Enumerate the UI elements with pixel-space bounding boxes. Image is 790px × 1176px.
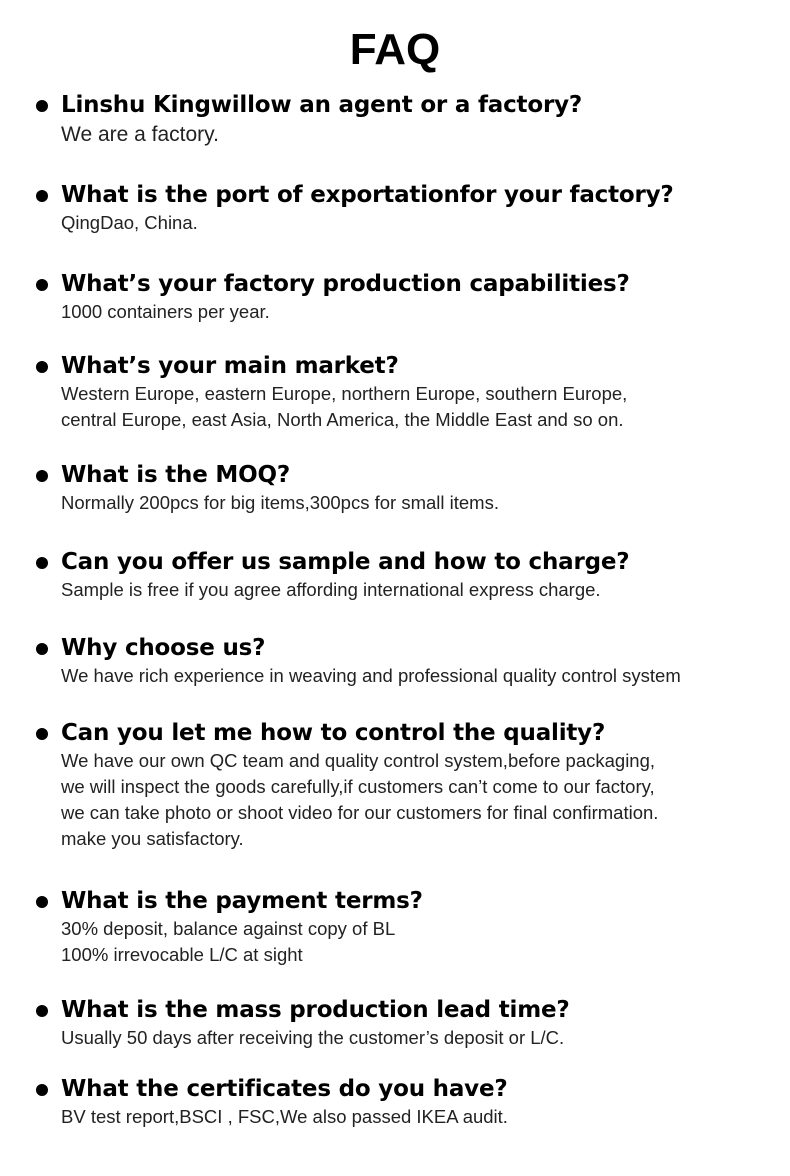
- faq-item: [36, 90, 776, 150]
- bullet-icon: [36, 361, 48, 373]
- faq-question-text: What is the port of exportationfor your factory?: [61, 182, 674, 208]
- faq-question-text: What is the mass production lead time?: [61, 997, 570, 1023]
- faq-answer-line: central Europe, east Asia, North America, the Middle East and so on.: [61, 409, 624, 430]
- faq-question: [36, 718, 776, 748]
- faq-question: [36, 995, 776, 1025]
- faq-item: [36, 547, 776, 603]
- faq-item: [36, 995, 776, 1051]
- faq-answer-line: We have rich experience in weaving and professional quality control system: [61, 665, 681, 686]
- faq-answer-line: We are a factory.: [61, 123, 219, 146]
- bullet-icon: [36, 470, 48, 482]
- faq-question: [36, 460, 776, 490]
- faq-question-text: Why choose us?: [61, 635, 266, 661]
- bullet-icon: [36, 728, 48, 740]
- page-title: FAQ: [349, 25, 441, 74]
- faq-question: [36, 886, 776, 916]
- faq-answer-line: We have our own QC team and quality control system,before packaging,: [61, 750, 656, 771]
- faq-question-text: What’s your main market?: [61, 353, 399, 379]
- faq-item: [36, 633, 776, 689]
- faq-question: [36, 269, 776, 299]
- bullet-icon: [36, 190, 48, 202]
- faq-question-text: Can you offer us sample and how to charge?: [61, 549, 630, 575]
- faq-answer-line: QingDao, China.: [61, 212, 198, 233]
- faq-question: [36, 1074, 776, 1104]
- bullet-icon: [36, 279, 48, 291]
- faq-item: [36, 351, 776, 433]
- faq-question-text: What is the payment terms?: [61, 888, 423, 914]
- faq-question: [36, 547, 776, 577]
- faq-answer-line: Western Europe, eastern Europe, northern Europe, southern Europe,: [61, 383, 628, 404]
- faq-item: [36, 886, 776, 968]
- bullet-icon: [36, 643, 48, 655]
- faq-item: [36, 180, 776, 236]
- bullet-icon: [36, 557, 48, 569]
- faq-answer-line: make you satisfactory.: [61, 828, 244, 849]
- faq-item: [36, 718, 776, 852]
- faq-answer-line: Usually 50 days after receiving the customer’s deposit or L/C.: [61, 1027, 565, 1048]
- faq-question: [36, 90, 776, 120]
- faq-answer-line: Normally 200pcs for big items,300pcs for small items.: [61, 492, 499, 513]
- faq-question-text: What the certificates do you have?: [61, 1076, 508, 1102]
- faq-question: [36, 351, 776, 381]
- faq-item: [36, 1074, 776, 1130]
- faq-answer-line: Sample is free if you agree affording international express charge.: [61, 579, 601, 600]
- faq-question-text: Linshu Kingwillow an agent or a factory?: [61, 92, 583, 118]
- faq-answer-line: we can take photo or shoot video for our customers for final confirmation.: [61, 802, 659, 823]
- faq-question: [36, 180, 776, 210]
- faq-question-text: What’s your factory production capabilities?: [61, 271, 630, 297]
- faq-answer-line: 1000 containers per year.: [61, 301, 270, 322]
- faq-item: [36, 460, 776, 516]
- bullet-icon: [36, 1084, 48, 1096]
- faq-answer-line: BV test report,BSCI , FSC,We also passed IKEA audit.: [61, 1106, 508, 1127]
- faq-answer-line: we will inspect the goods carefully,if customers can’t come to our factory,: [61, 776, 655, 797]
- faq-answer-line: 100% irrevocable L/C at sight: [61, 944, 303, 965]
- faq-answer-line: 30% deposit, balance against copy of BL: [61, 918, 396, 939]
- bullet-icon: [36, 896, 48, 908]
- bullet-icon: [36, 100, 48, 112]
- faq-question-text: What is the MOQ?: [61, 462, 290, 488]
- faq-question: [36, 633, 776, 663]
- bullet-icon: [36, 1005, 48, 1017]
- faq-item: [36, 269, 776, 325]
- faq-question-text: Can you let me how to control the quality?: [61, 720, 606, 746]
